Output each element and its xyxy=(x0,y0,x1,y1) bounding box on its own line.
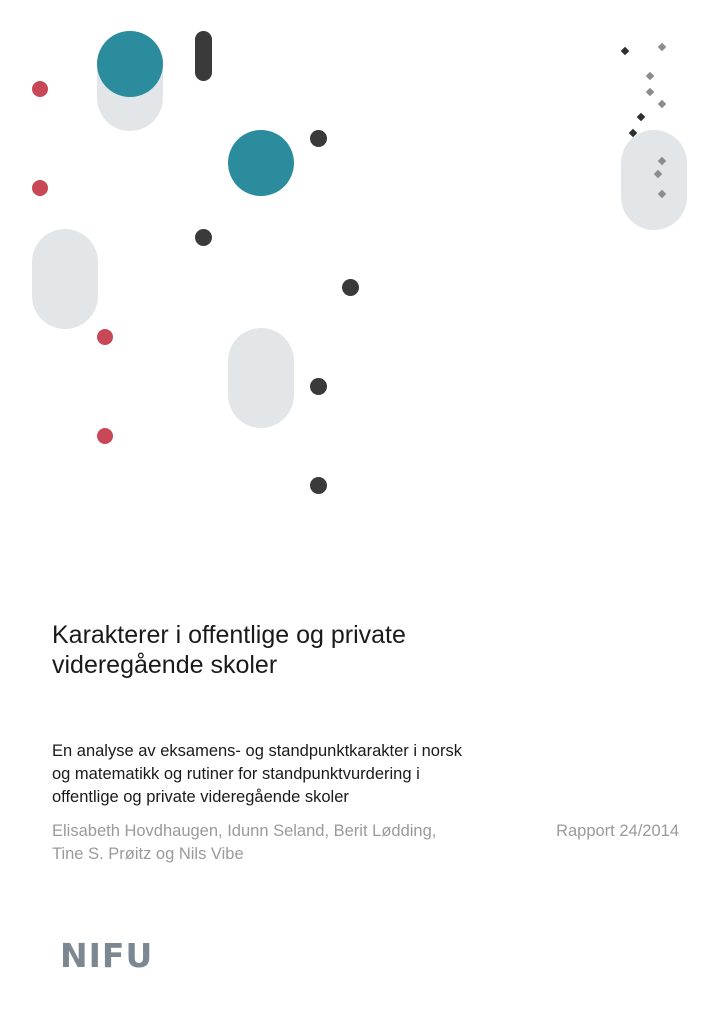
nifu-logo: NIFU xyxy=(60,936,154,975)
red-dot xyxy=(32,180,48,196)
report-title-line: Karakterer i offentlige og private xyxy=(52,621,406,649)
report-title xyxy=(52,620,572,680)
report-subtitle xyxy=(52,740,512,809)
dark-dot xyxy=(195,229,212,246)
dark-dot xyxy=(310,130,327,147)
dark-dot xyxy=(342,279,359,296)
grey-pill-shape xyxy=(621,130,687,230)
small-diamond xyxy=(658,100,666,108)
red-dot xyxy=(97,329,113,345)
small-diamond xyxy=(621,47,629,55)
author-list xyxy=(52,820,482,866)
dark-dot xyxy=(310,378,327,395)
small-diamond xyxy=(646,88,654,96)
teal-circle xyxy=(228,130,294,196)
report-subtitle-line: En analyse av eksamens- og standpunktkarakter i norsk xyxy=(52,742,462,760)
small-diamond xyxy=(637,113,645,121)
report-subtitle-line: og matematikk og rutiner for standpunktvurdering i xyxy=(52,765,420,783)
author-line: Tine S. Prøitz og Nils Vibe xyxy=(52,845,244,863)
small-diamond xyxy=(658,43,666,51)
report-title-line: videregående skoler xyxy=(52,651,278,679)
red-dot xyxy=(32,81,48,97)
grey-pill-shape xyxy=(32,229,98,329)
author-line: Elisabeth Hovdhaugen, Idunn Seland, Berit Lødding, xyxy=(52,822,437,840)
report-subtitle-line: offentlige og private videregående skoler xyxy=(52,788,349,806)
dark-dot xyxy=(310,477,327,494)
red-dot xyxy=(97,428,113,444)
grey-pill-shape xyxy=(228,328,294,428)
teal-circle xyxy=(97,31,163,97)
report-number: Rapport 24/2014 xyxy=(556,822,679,840)
dark-bar-shape xyxy=(195,31,212,81)
small-diamond xyxy=(646,72,654,80)
